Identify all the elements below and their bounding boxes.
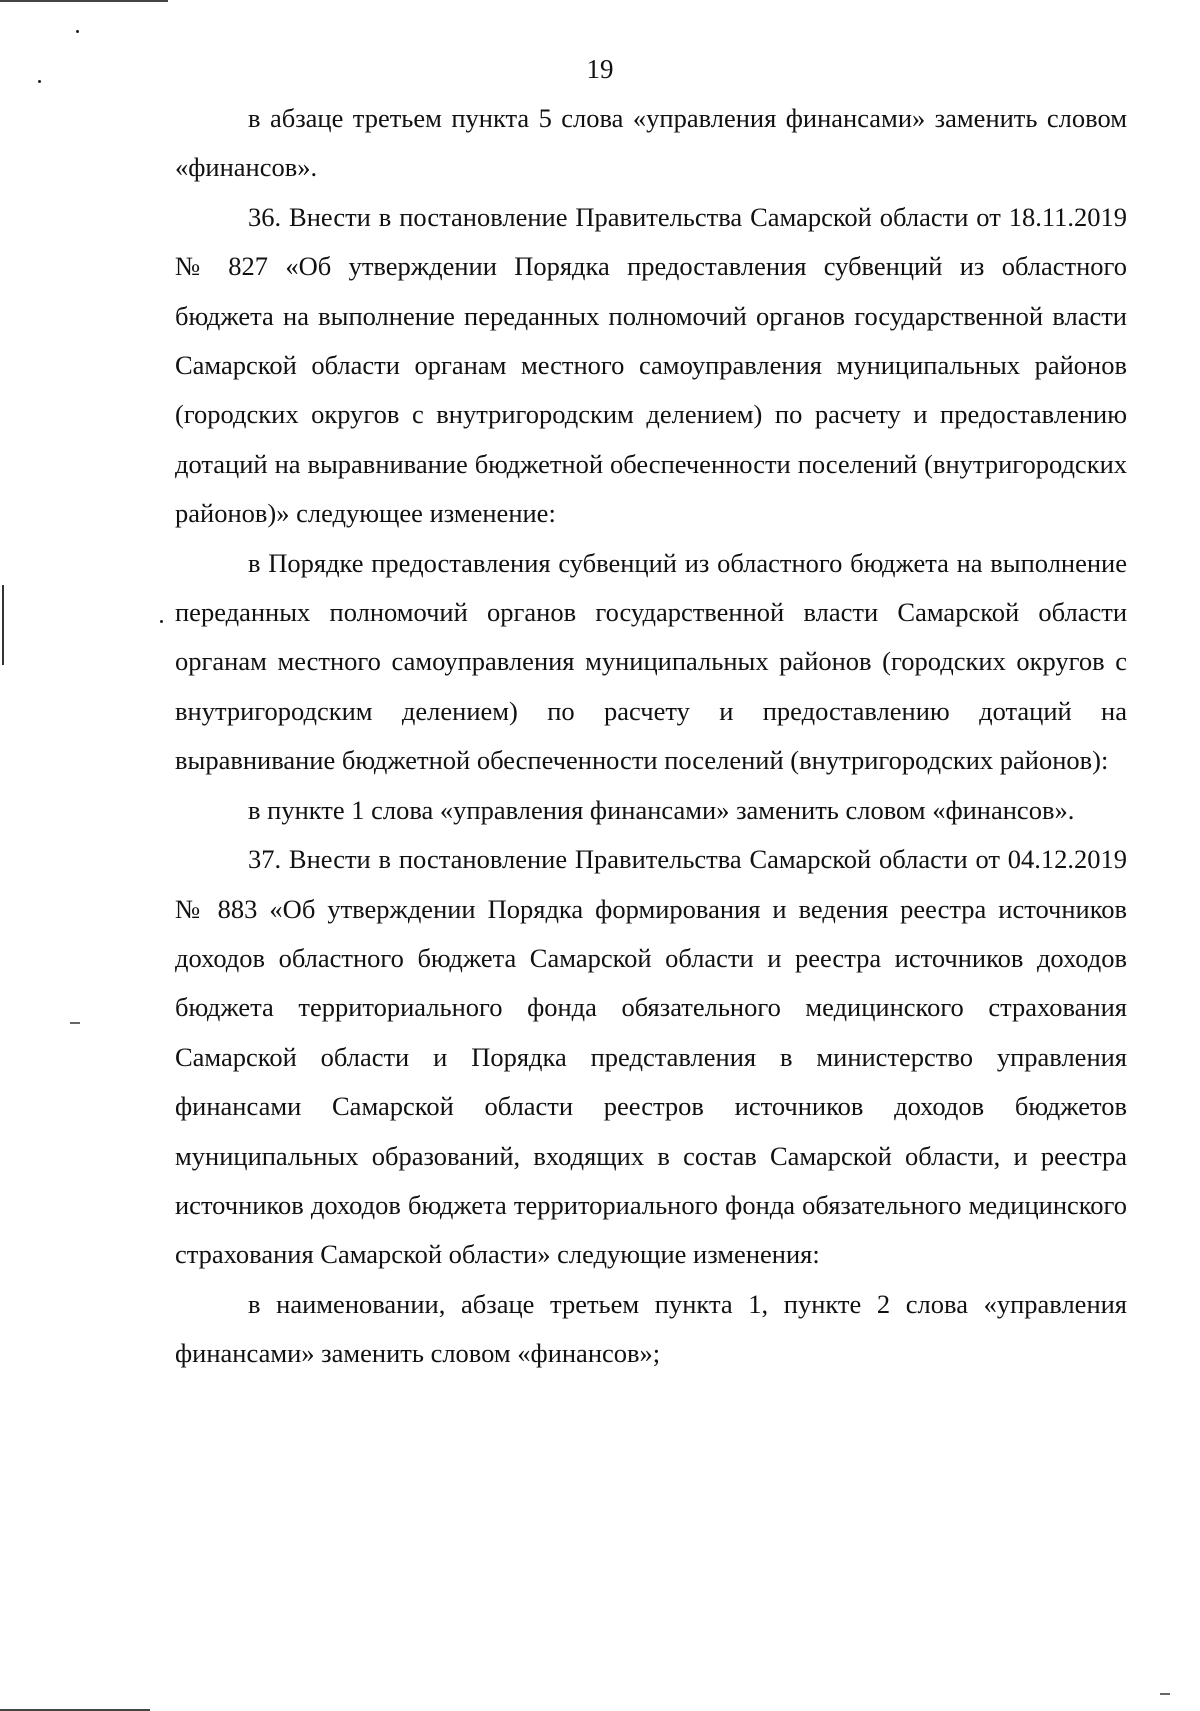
page-number: 19 — [586, 54, 614, 84]
paragraph-item-5-amendment: в абзаце третьем пункта 5 слова «управления финансами» заменить словом «финансов». — [175, 103, 1127, 183]
scan-artifact-left-edge — [2, 585, 4, 665]
document-body — [175, 94, 1127, 1379]
paragraph-36-item-1-amendment: в пункте 1 слова «управления финансами» заменить словом «финансов». — [248, 794, 1075, 825]
paragraph-36-order-amendment: в Порядке предоставления субвенций из областного бюджета на выполнение переданных полномочий органов государственной власти Самарской области органам местного самоуправления муниципальных районов (городских округов с внутригородским делением) по расчету и предоставлению дотаций на выравнивание бюджетной обеспеченности поселений (внутригородских районов): — [175, 547, 1127, 776]
scan-speck — [1160, 1693, 1170, 1695]
scan-speck — [76, 30, 79, 33]
paragraph-37-title-amendment: в наименовании, абзаце третьем пункта 1, пункте 2 слова «управления финансами» заменить словом «финансов»; — [175, 1288, 1127, 1369]
scan-speck — [70, 1022, 80, 1024]
paragraph-36: 36. Внести в постановление Правительства Самарской области от 18.11.2019 № 827 «Об утверждении Порядка предоставления субвенций из областного бюджета на выполнение переданных полномочий органов государственной власти Самарской области органам местного самоуправления муниципальных районов (городских округов с внутригородским делением) по расчету и предоставлению дотаций на выравнивание бюджетной обеспеченности поселений (внутригородских районов)» следующее изменение: — [175, 201, 1127, 529]
scan-speck — [160, 620, 163, 623]
paragraph-37: 37. Внести в постановление Правительства Самарской области от 04.12.2019 № 883 «Об утверждении Порядка формирования и ведения реестра источников доходов областного бюджета Самарской области и реестра источников доходов бюджета территориального фонда обязательного медицинского страхования Самарской области и Порядка представления в министерство управления финансами Самарской области реестров источников доходов бюджетов муниципальных образований, входящих в состав Самарской области, и реестра источников доходов бюджета территориального фонда обязательного медицинского страхования Самарской области» следующие изменения: — [175, 844, 1127, 1270]
scan-artifact-top-line — [0, 0, 168, 2]
